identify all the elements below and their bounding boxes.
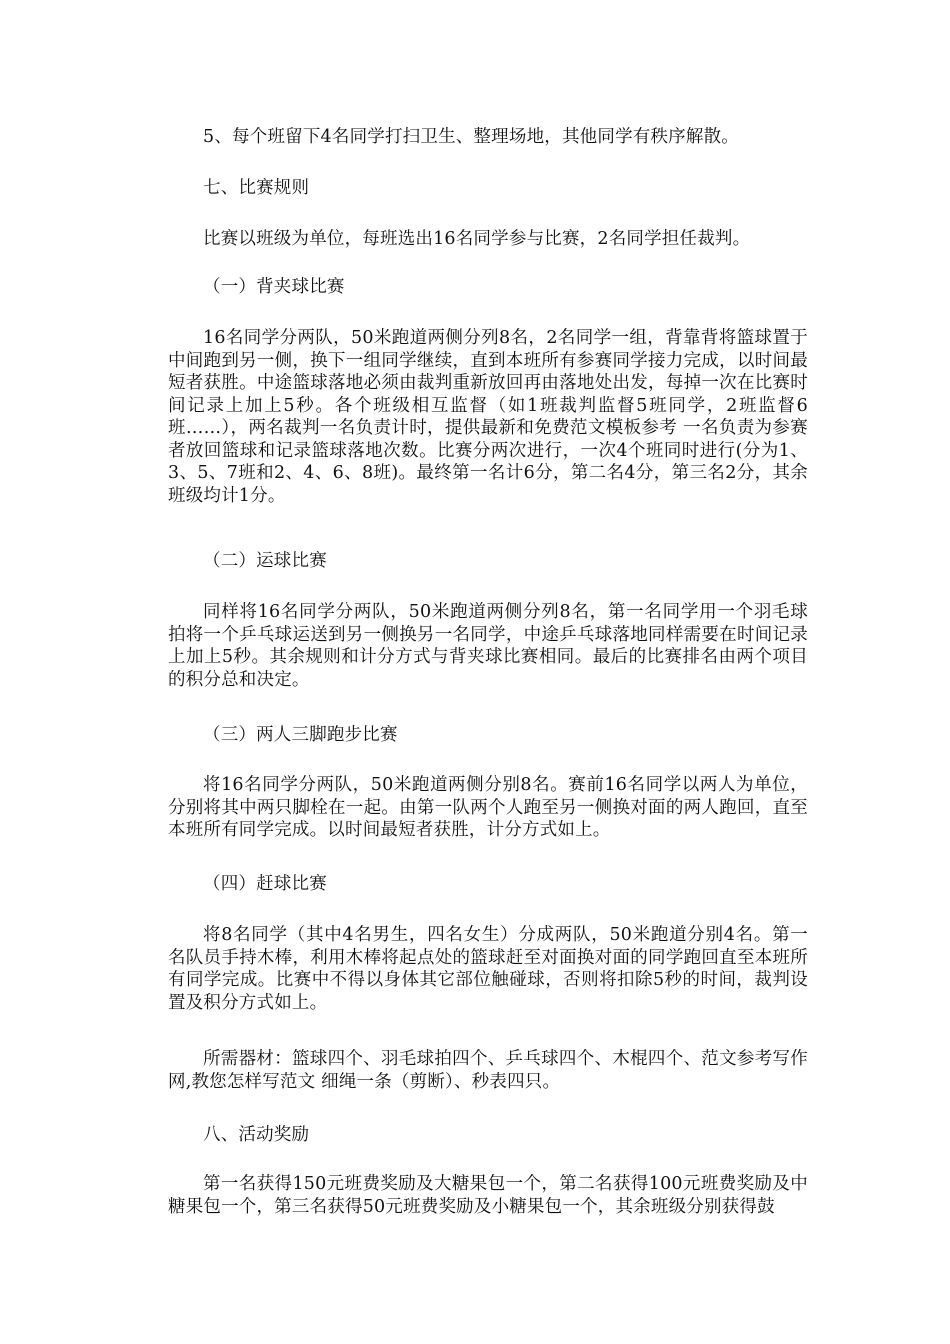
- section-heading-rules: 七、比赛规则: [203, 178, 310, 198]
- paragraph-back-ball: 16名同学分两队，50米跑道两侧分列8名，2名同学一组，背靠背将篮球置于中间跑到另一侧，换下一组同学继续，直到本班所有参赛同学接力完成，以时间最短者获胜。中途篮球落地必须由裁判重新放回再由落地处出发，每掉一次在比赛时间记录上加上5秒。各个班级相互监督（如1班裁判监督5班同学，2班监督6班……），两名裁判一名负责计时，提供最新和免费范文模板参考 一名负责为参赛者放回篮球和记录篮球落地次数。比赛分两次进行，一次4个班同时进行(分为1、3、5、7班和2、4、6、8班)。最终第一名计6分，第二名4分，第三名2分，其余班级均计1分。: [168, 328, 808, 506]
- paragraph-rules-intro: 比赛以班级为单位，每班选出16名同学参与比赛，2名同学担任裁判。: [203, 229, 751, 249]
- section-heading-rewards: 八、活动奖励: [203, 1125, 310, 1145]
- paragraph-dribble: 同样将16名同学分两队，50米跑道两侧分列8名，第一名同学用一个羽毛球拍将一个乒乓球运送到另一侧换另一名同学，中途乒乓球落地同样需要在时间记录上加上5秒。其余规则和计分方式与背夹球比赛相同。最后的比赛排名由两个项目的积分总和决定。: [168, 602, 808, 690]
- paragraph-cleanup: 5、每个班留下4名同学打扫卫生、整理场地，其他同学有秩序解散。: [203, 127, 739, 147]
- paragraph-rewards: 第一名获得150元班费奖励及大糖果包一个，第二名获得100元班费奖励及中糖果包一个，第三名获得50元班费奖励及小糖果包一个，其余班级分别获得鼓: [168, 1174, 808, 1217]
- subheading-back-ball: （一）背夹球比赛: [203, 277, 345, 297]
- subheading-dribble: （二）运球比赛: [203, 551, 327, 571]
- subheading-three-legged: （三）两人三脚跑步比赛: [203, 725, 398, 745]
- subheading-herding-ball: （四）赶球比赛: [203, 874, 327, 894]
- paragraph-herding-ball: 将8名同学（其中4名男生，四名女生）分成两队，50米跑道分别4名。第一名队员手持木棒，利用木棒将起点处的篮球赶至对面换对面的同学跑回直至本班所有同学完成。比赛中不得以身体其它部位触碰球，否则将扣除5秒的时间，裁判设置及积分方式如上。: [168, 925, 808, 1013]
- paragraph-equipment: 所需器材：篮球四个、羽毛球拍四个、乒乓球四个、木棍四个、范文参考写作网,教您怎样写范文 细绳一条（剪断）、秒表四只。: [168, 1049, 808, 1092]
- paragraph-three-legged: 将16名同学分两队，50米跑道两侧分别8名。赛前16名同学以两人为单位，分别将其中两只脚栓在一起。由第一队两个人跑至另一侧换对面的两人跑回，直至本班所有同学完成。以时间最短者获胜，计分方式如上。: [168, 775, 808, 840]
